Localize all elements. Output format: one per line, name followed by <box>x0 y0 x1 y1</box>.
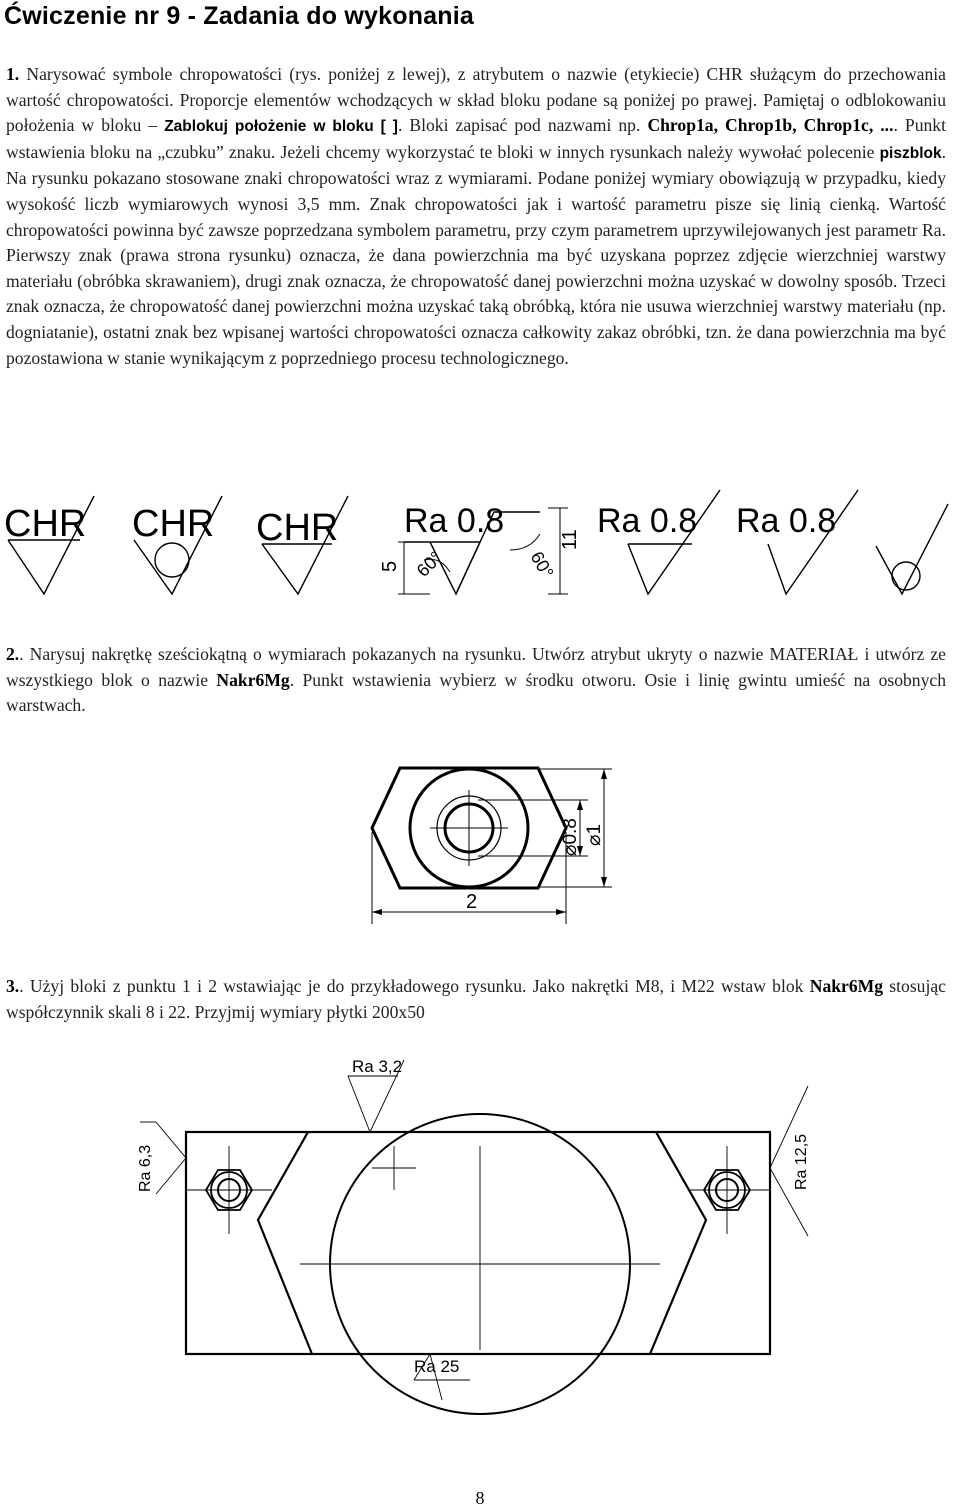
task1-text-2: . Bloki zapisać pod nazwami np. <box>397 115 648 136</box>
task1-paragraph <box>6 62 946 371</box>
chr-label-3: CHR <box>256 507 339 549</box>
roughness-symbol-1 <box>4 496 94 594</box>
ra-bottom-label: Ra 25 <box>414 1357 460 1376</box>
task1-text-1: Narysować symbole chropowatości (rys. poniżej z lewej), z atrybutem o nazwie (etykiecie) CHR służącym do przechowania wartość chropowatości. Proporcje elementów wchodzących w skład bloku podane są poniżej po prawej. Pamiętaj o odblokowaniu położenia w bloku – <box>6 64 946 136</box>
ra-label-dimensioned: Ra 0.8 <box>404 502 505 540</box>
roughness-symbol-2 <box>132 496 222 594</box>
chr-label-2: CHR <box>132 503 215 545</box>
roughness-symbol-no-machining <box>876 504 948 594</box>
roughness-symbol-ra-2 <box>736 490 858 594</box>
dim-angle-right: 60° <box>526 548 558 582</box>
ra-label-1: Ra 0.8 <box>597 502 698 540</box>
dim-width-2: 2 <box>466 891 478 913</box>
dim-diameter-08: ⌀0.8 <box>560 818 581 856</box>
task2-text-1: . Narysuj nakrętkę sześciokątną o wymiarach pokazanych na rysunku. Utwórz atrybut ukryty o nazwie MATERIAŁ i utwórz ze wszystkiego blok o nazwie <box>6 644 946 690</box>
chr-label-1: CHR <box>4 503 87 545</box>
task1-text-4: . Na rysunku pokazano stosowane znaki chropowatości wraz z wymiarami. Podane poniżej wymiary obowiązują w przypadku, kiedy wysokość liczb wymiarowych wynosi 3,5 mm. Znak chropowatości jak i wartość parametru pisze się linią cienką. Wartość chropowatości powinna być zawsze poprzedzana symbolem parametru, przy czym parametrem uprzywilejowanych jest parametr Ra. Pierwszy znak (prawa strona rysunku) oznacza, że dana powierzchnia ma być uzyskana poprzez zdjęcie wierzchniej warstwy materiału (obróbka skrawaniem), drugi znak oznacza, że chropowatość danej powierzchni można uzyskać w dowolny sposób. Trzeci znak oznacza, że chropowatość danej powierzchni można uzyskać taką obróbką, która nie usuwa wierzchniej warstwy materiału (np. dogniatanie), ostatni znak bez wpisanej wartości chropowatości oznacza całkowity zakaz obróbki, tzn. że dana powierzchnia ma być pozostawiona w stanie wynikającym z poprzedniego procesu technologicznego. <box>6 141 946 368</box>
task3-block-name: Nakr6Mg <box>809 976 884 996</box>
ra-right-label: Ra 12,5 <box>793 1133 810 1190</box>
plate-drawing-figure <box>0 1050 960 1390</box>
task1-command-lock: Zablokuj położenie w bloku [ ] <box>164 118 398 136</box>
page-title: Ćwiczenie nr 9 - Zadania do wykonania <box>4 2 475 30</box>
task3-number: 3. <box>6 976 20 996</box>
roughness-symbols-figure <box>0 490 960 620</box>
task2-text-2: . Punkt wstawienia wybierz w środku otworu. Osie i linię gwintu umieść na osobnych warstwach. <box>6 669 947 716</box>
dim-height-5: 5 <box>379 560 401 572</box>
dim-height-11: 11 <box>559 529 581 550</box>
roughness-symbol-ra-1 <box>597 490 720 594</box>
page-number: 8 <box>475 1488 485 1508</box>
roughness-symbol-3 <box>256 496 348 594</box>
task3-text-2: stosując współczynnik skali 8 i 22. Przyjmij wymiary płytki 200x50 <box>6 976 946 1022</box>
task3-paragraph <box>6 974 946 1025</box>
ra-top-label: Ra 3,2 <box>352 1057 403 1076</box>
task1-block-names: Chrop1a, Chrop1b, Chrop1c, ... <box>647 115 894 136</box>
task2-block-name: Nakr6Mg <box>216 669 290 690</box>
plate-outline <box>186 1132 770 1354</box>
dimensioned-symbol <box>379 502 581 594</box>
ra-left-label: Ra 6,3 <box>137 1144 154 1192</box>
task3-text-1: . Użyj bloki z punktu 1 i 2 wstawiając je do przykładowego rysunku. Jako nakrętki M8, i M22 wstaw blok <box>19 976 810 996</box>
task2-paragraph <box>6 642 946 719</box>
dim-diameter-1: ⌀1 <box>584 823 605 846</box>
task1-number: 1. <box>6 64 20 84</box>
hex-nut-figure <box>0 740 960 940</box>
ra-label-2: Ra 0.8 <box>736 502 837 540</box>
task1-command-piszblok: piszblok <box>879 144 942 162</box>
dim-angle-left: 60° <box>412 547 447 581</box>
task1-text-3: . Punkt wstawienia bloku na „czubku” znaku. Jeżeli chcemy wykorzystać te bloki w innych rysunkach należy wywołać polecenie <box>6 115 946 162</box>
task2-number: 2. <box>6 644 20 664</box>
